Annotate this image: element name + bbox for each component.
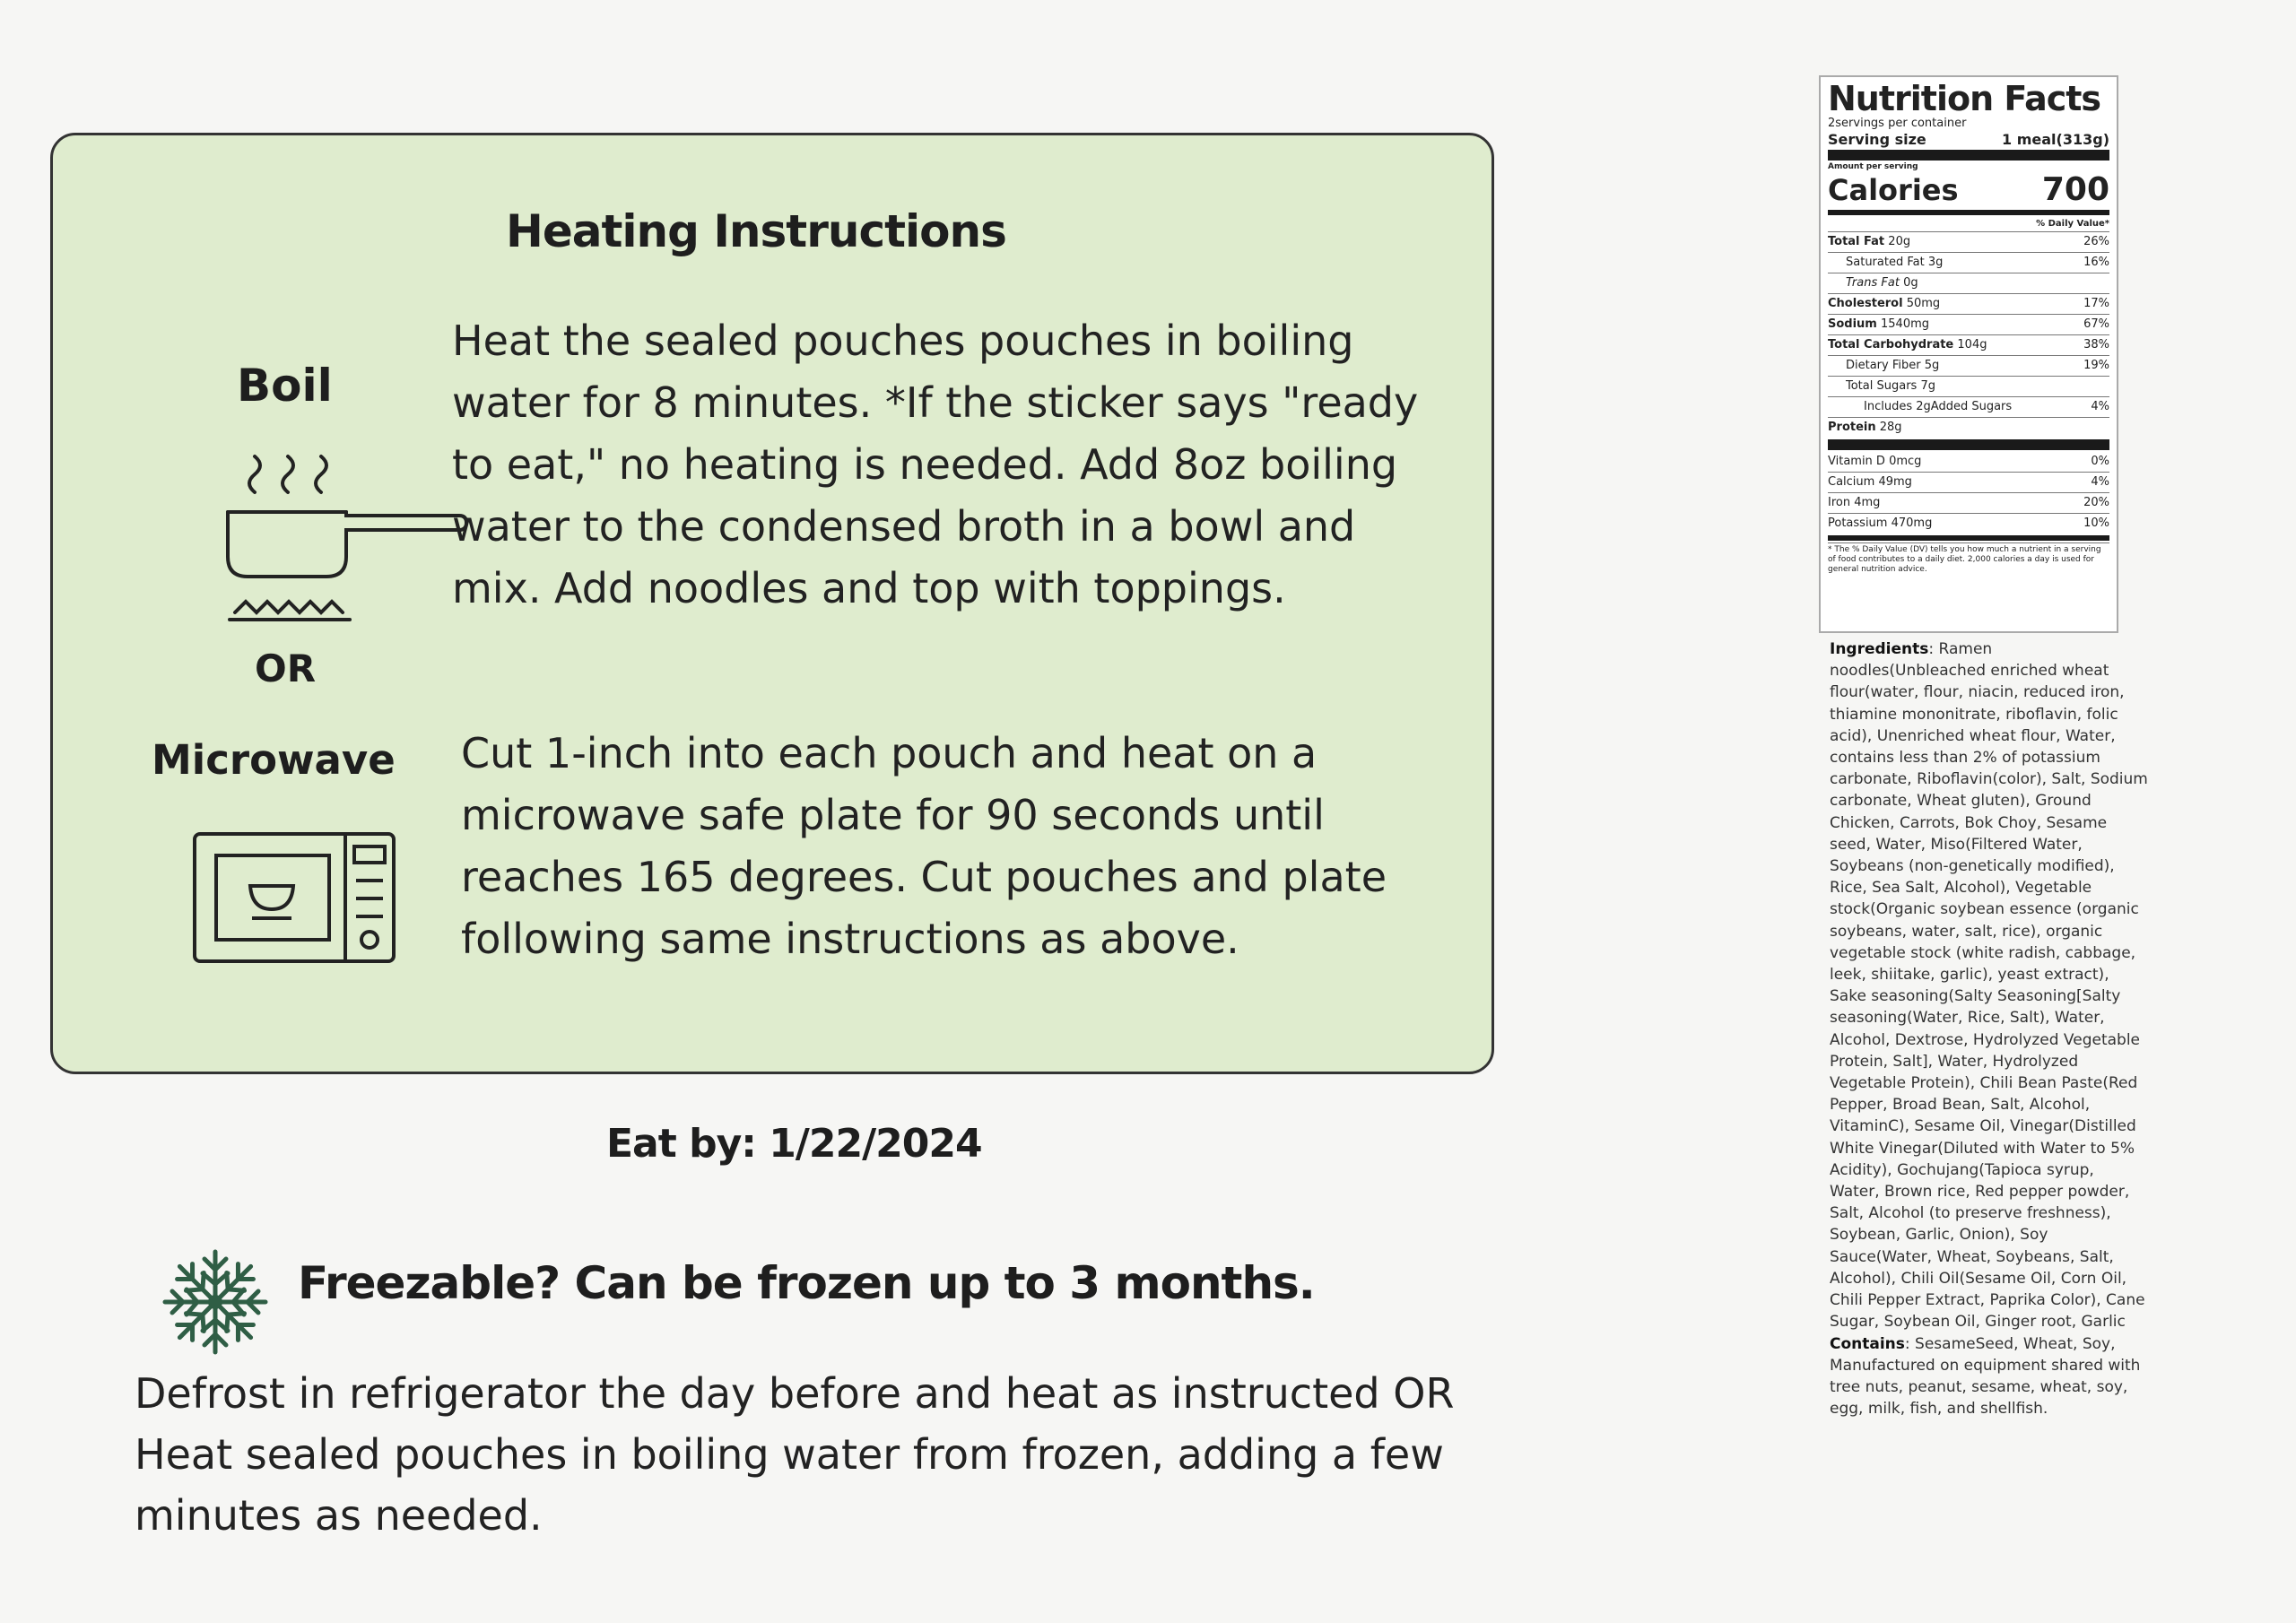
daily-value-header: % Daily Value*: [2036, 219, 2109, 229]
nutrient-row: Includes 2gAdded Sugars 4%: [1828, 396, 2109, 417]
contains-text: SesameSeed, Wheat, Soy, Manufactured on equipment shared with tree nuts, peanut, sesame, wheat, soy, egg, milk, fish, and shellfish.: [1830, 1334, 2141, 1419]
nutrient-row: Trans Fat 0g: [1828, 273, 2109, 293]
heating-title: Heating Instructions: [506, 205, 1006, 257]
microwave-icon: [191, 830, 399, 967]
vitamin-row: Vitamin D 0mcg 0%: [1828, 455, 2109, 468]
boil-instructions: Heat the sealed pouches pouches in boiling water for 8 minutes. *If the sticker says "ready to eat," no heating is needed. Add 8oz boiling water to the condensed broth in a bowl and mix. Add noodles and top with toppings.: [452, 317, 1419, 612]
snowflake-icon: [160, 1246, 271, 1358]
divider-thick: [1828, 439, 2109, 450]
pot-steam-icon: [219, 440, 470, 629]
nutrient-row: Saturated Fat 3g 16%: [1828, 252, 2109, 273]
nutrient-row: Protein 28g: [1828, 417, 2109, 438]
serving-size-row: [1828, 131, 2109, 148]
eat-by-date: Eat by: 1/22/2024: [606, 1121, 982, 1167]
nutrition-facts-panel: [1819, 75, 2118, 633]
divider-medium: [1828, 535, 2109, 541]
calories-value: 700: [2041, 171, 2109, 208]
ingredients-list: Ingredients: Ramen noodles(Unbleached enriched wheat flour(water, flour, niacin, reduced iron, thiamine mononitrate, riboflavin, folic acid), Unenriched wheat flour, Water, contains less than 2% of potassium carbonate, Riboflavin(color), Salt, Sodium carbonate, Wheat gluten), Ground Chicken, Carrots, Bok Choy, Sesame seed, Water, Miso(Filtered Water, Soybeans (non-genetically modified), Rice, Sea Salt, Alcohol), Vegetable stock(Organic soybean essence (organic soybeans, water, salt, rice), organic vegetable stock (white radish, cabbage, leek, shiitake, garlic), yeast extract), Sake seasoning(Salty Seasoning[Salty seasoning(Water, Rice, Salt), Water, Alcohol, Dextrose, Hydrolyzed Vegetable Protein, Salt], Water, Hydrolyzed Vegetable Protein), Chili Bean Paste(Red Pepper, Broad Bean, Salt, Alcohol, VitaminC), Sesame Oil, Vinegar(Distilled White Vinegar(Diluted with Water to 5% Acidity), Gochujang(Tapioca syrup, Water, Brown rice, Red pepper powder, Salt, Alcohol (to preserve freshness), Soybean, Garlic, Onion), Soy Sauce(Water, Wheat, Soybeans, Salt, Alcohol), Chili Oil(Sesame Oil, Corn Oil, Chili Pepper Extract, Paprika Color), Cane Sugar, Soybean Oil, Ginger root, Garlic Contains: SesameSeed, Wheat, Soy, Manufactured on equipment shared with tree nuts, peanut, sesame, wheat, soy, egg, milk, fish, and shellfish.: [1830, 640, 2148, 1419]
boil-label: Boil: [237, 360, 333, 412]
nutrient-row: Total Fat 20g 26%: [1828, 231, 2109, 252]
heating-instructions-box: [50, 133, 1494, 1074]
vitamin-row: Potassium 470mg 10%: [1828, 513, 2109, 534]
amount-per-serving: Amount per serving: [1828, 162, 1918, 171]
microwave-instructions: Cut 1-inch into each pouch and heat on a microwave safe plate for 90 seconds until reaches 165 degrees. Cut pouches and plate following same instructions as above.: [461, 729, 1387, 963]
freezable-title: Freezable? Can be frozen up to 3 months.: [298, 1257, 1315, 1309]
nutrient-row: Sodium 1540mg 67%: [1828, 314, 2109, 334]
nutrient-row: Dietary Fiber 5g 19%: [1828, 355, 2109, 376]
contains-label: Contains: [1830, 1334, 1905, 1353]
nutrient-row: Total Carbohydrate 104g 38%: [1828, 334, 2109, 355]
nutrition-footnote: * The % Daily Value (DV) tells you how much a nutrient in a serving of food contributes to a daily diet. 2,000 calories a day is used for general nutrition advice.: [1828, 542, 2109, 575]
servings-per-container: 2servings per container: [1828, 117, 1967, 130]
or-label: OR: [255, 647, 317, 690]
microwave-label: Microwave: [152, 736, 396, 784]
calories-label: Calories: [1828, 173, 1959, 207]
ingredients-text: Ramen noodles(Unbleached enriched wheat flour(water, flour, niacin, reduced iron, thiamine mononitrate, riboflavin, folic acid), Unenriched wheat flour, Water, contains less than 2% of potassium carbonate, Riboflavin(color), Salt, Sodium carbonate, Wheat gluten), Ground Chicken, Carrots, Bok Choy, Sesame seed, Water, Miso(Filtered Water, Soybeans (non-genetically modified), Rice, Sea Salt, Alcohol), Vegetable stock(Organic soybean essence (organic soybeans, water, salt, rice), organic vegetable stock (white radish, cabbage, leek, shiitake, garlic), yeast extract), Sake seasoning(Salty Seasoning[Salty seasoning(Water, Rice, Salt), Water, Alcohol, Dextrose, Hydrolyzed Vegetable Protein, Salt], Water, Hydrolyzed Vegetable Protein), Chili Bean Paste(Red Pepper, Broad Bean, Salt, Alcohol, VitaminC), Sesame Oil, Vinegar(Distilled White Vinegar(Diluted with Water to 5% Acidity), Gochujang(Tapioca syrup, Water, Brown rice, Red pepper powder, Salt, Alcohol (to preserve freshness), Soybean, Garlic, Onion), Soy Sauce(Water, Wheat, Soybeans, Salt, Alcohol), Chili Oil(Sesame Oil, Corn Oil, Chili Pepper Extract, Paprika Color), Cane Sugar, Soybean Oil, Ginger root, Garlic: [1830, 640, 2148, 1332]
freezable-instructions: Defrost in refrigerator the day before and heat as instructed OR Heat sealed pouches in boiling water from frozen, adding a few minutes as needed.: [135, 1369, 1455, 1540]
nutrition-title: Nutrition Facts: [1828, 79, 2101, 118]
divider-medium: [1828, 210, 2109, 215]
serving-size-value: 1 meal(313g): [2002, 131, 2109, 148]
vitamin-row: Calcium 49mg 4%: [1828, 472, 2109, 492]
serving-size-label: Serving size: [1828, 131, 1926, 148]
vitamin-row: Iron 4mg 20%: [1828, 492, 2109, 513]
ingredients-label: Ingredients: [1830, 640, 1929, 658]
divider-thick: [1828, 150, 2109, 161]
nutrient-row: Total Sugars 7g: [1828, 376, 2109, 396]
nutrient-row: Cholesterol 50mg 17%: [1828, 293, 2109, 314]
calories-row: [1828, 171, 2109, 208]
